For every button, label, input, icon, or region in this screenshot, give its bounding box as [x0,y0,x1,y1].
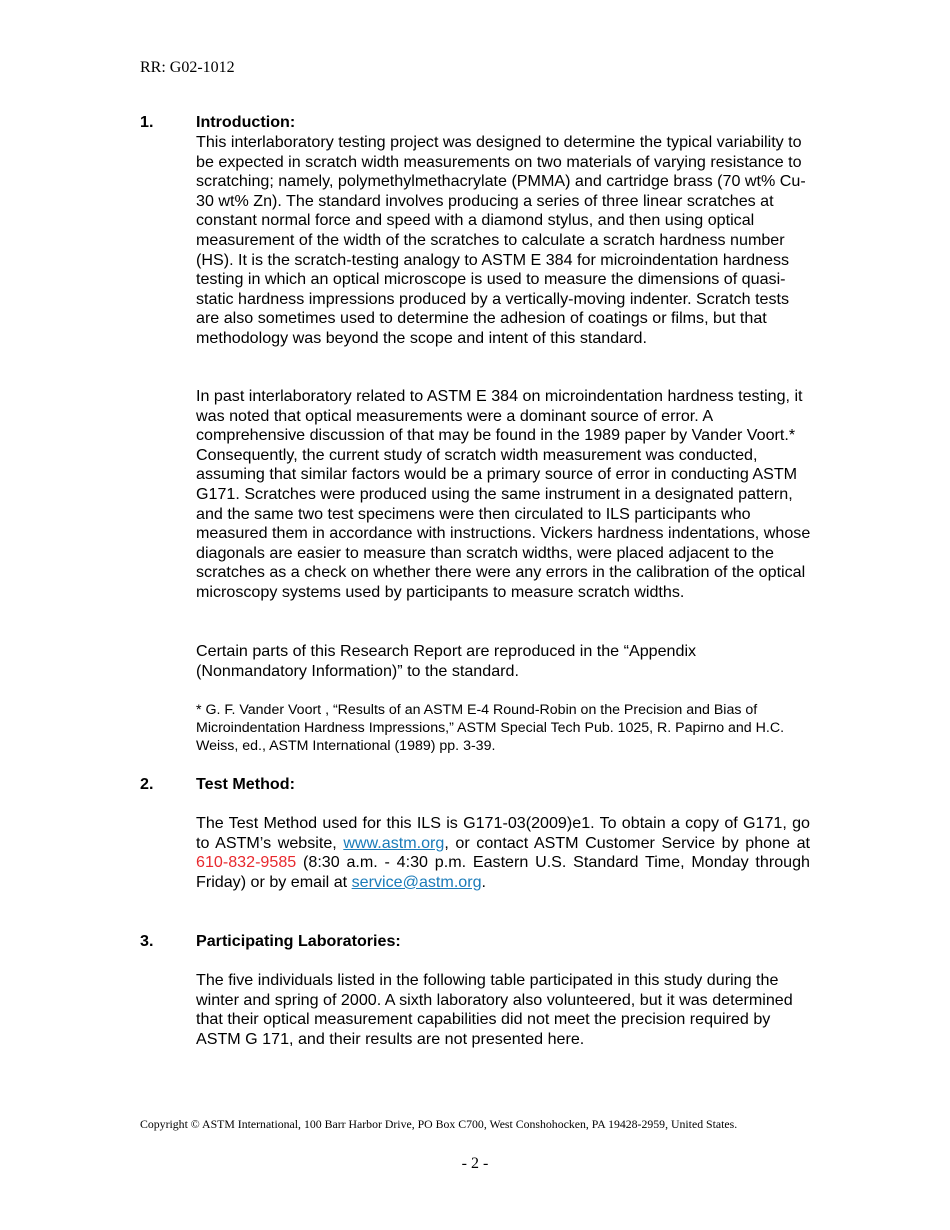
section-1-body-3 [196,642,756,681]
section-1-title: Introduction: [196,113,296,131]
test-method-text-c: (8:30 a.m. - 4:30 p.m. Eastern U.S. Standard Time, Monday through Friday) or by email at [196,853,810,891]
test-method-paragraph [196,814,810,892]
section-1-body-2 [196,387,812,603]
section-3-body [196,971,812,1049]
test-method-text-d: . [481,872,487,891]
section-2-number: 2. [140,775,154,793]
section-1-number: 1. [140,113,154,131]
test-method-text-a: The Test Method used for this ILS is G171-03(2009)e1. To obtain a copy of G171, go to ASTM’s website, [196,814,810,852]
copyright-notice: Copyright © ASTM International, 100 Barr Harbor Drive, PO Box C700, West Conshohocken, PA 19428-2959, United States. [140,1117,738,1131]
intro-paragraph-2: In past interlaboratory related to ASTM E 384 on microindentation hardness testing, it was noted that optical measurements were a dominant source of error. A comprehensive discussion of that may be found in the 1989 paper by Vander Voort.* Consequently, the current study of scratch width measurement was conducted, assuming that similar factors would be a primary source of error in conducting ASTM G171. Scratches were produced using the same instrument in a designated pattern, and the same two test specimens were then circulated to ILS participants who measured them in accordance with instructions. Vickers hardness indentations, whose diagonals are easier to measure than scratch widths, were placed adjacent to the scratches as a check on whether there were any errors in the calibration of the optical microscopy systems used by participants to measure scratch widths. [196,387,811,601]
test-method-text-b: , or contact ASTM Customer Service by phone at [444,833,810,852]
section-1-body [196,133,812,349]
intro-paragraph-3: Certain parts of this Research Report are reproduced in the “Appendix (Nonmandatory Information)” to the standard. [196,642,697,680]
footnote: * G. F. Vander Voort , “Results of an ASTM E-4 Round-Robin on the Precision and Bias of Microindentation Hardness Impressions,” ASTM Special Tech Pub. 1025, R. Papirno and H.C. Weiss, ed., ASTM International (1989) pp. 3-39. [196,702,785,754]
intro-paragraph-1: This interlaboratory testing project was designed to determine the typical variability to be expected in scratch width measurements on two materials of varying resistance to scratching; namely, polymethylmethacrylate (PMMA) and cartridge brass (70 wt% Cu-30 wt% Zn). The standard involves producing a series of three linear scratches at constant normal force and speed with a diamond stylus, and then using optical measurement of the width of the scratches to calculate a scratch hardness number (HS). It is the scratch-testing analogy to ASTM E 384 for microindentation hardness testing in which an optical microscope is used to measure the dimensions of quasi-static hardness impressions produced by a vertically-moving indenter. Scratch tests are also sometimes used to determine the adhesion of coatings or films, but that methodology was beyond the scope and intent of this standard. [196,133,806,347]
service-email-link[interactable]: service@astm.org [351,872,482,891]
page-number: - 2 - [461,1155,489,1172]
report-id-header: RR: G02-1012 [140,59,235,76]
section-3-title: Participating Laboratories: [196,932,401,950]
section-2-body [196,814,810,892]
section-3-number: 3. [140,932,154,950]
labs-paragraph: The five individuals listed in the following table participated in this study during the winter and spring of 2000. A sixth laboratory also volunteered, but it was determined that their optical measurement capabilities did not meet the precision required by ASTM G 171, and their results are not presented here. [196,971,793,1048]
astm-website-link[interactable]: www.astm.org [343,833,445,852]
phone-number: 610-832-9585 [196,853,297,872]
section-2-title: Test Method: [196,775,295,793]
